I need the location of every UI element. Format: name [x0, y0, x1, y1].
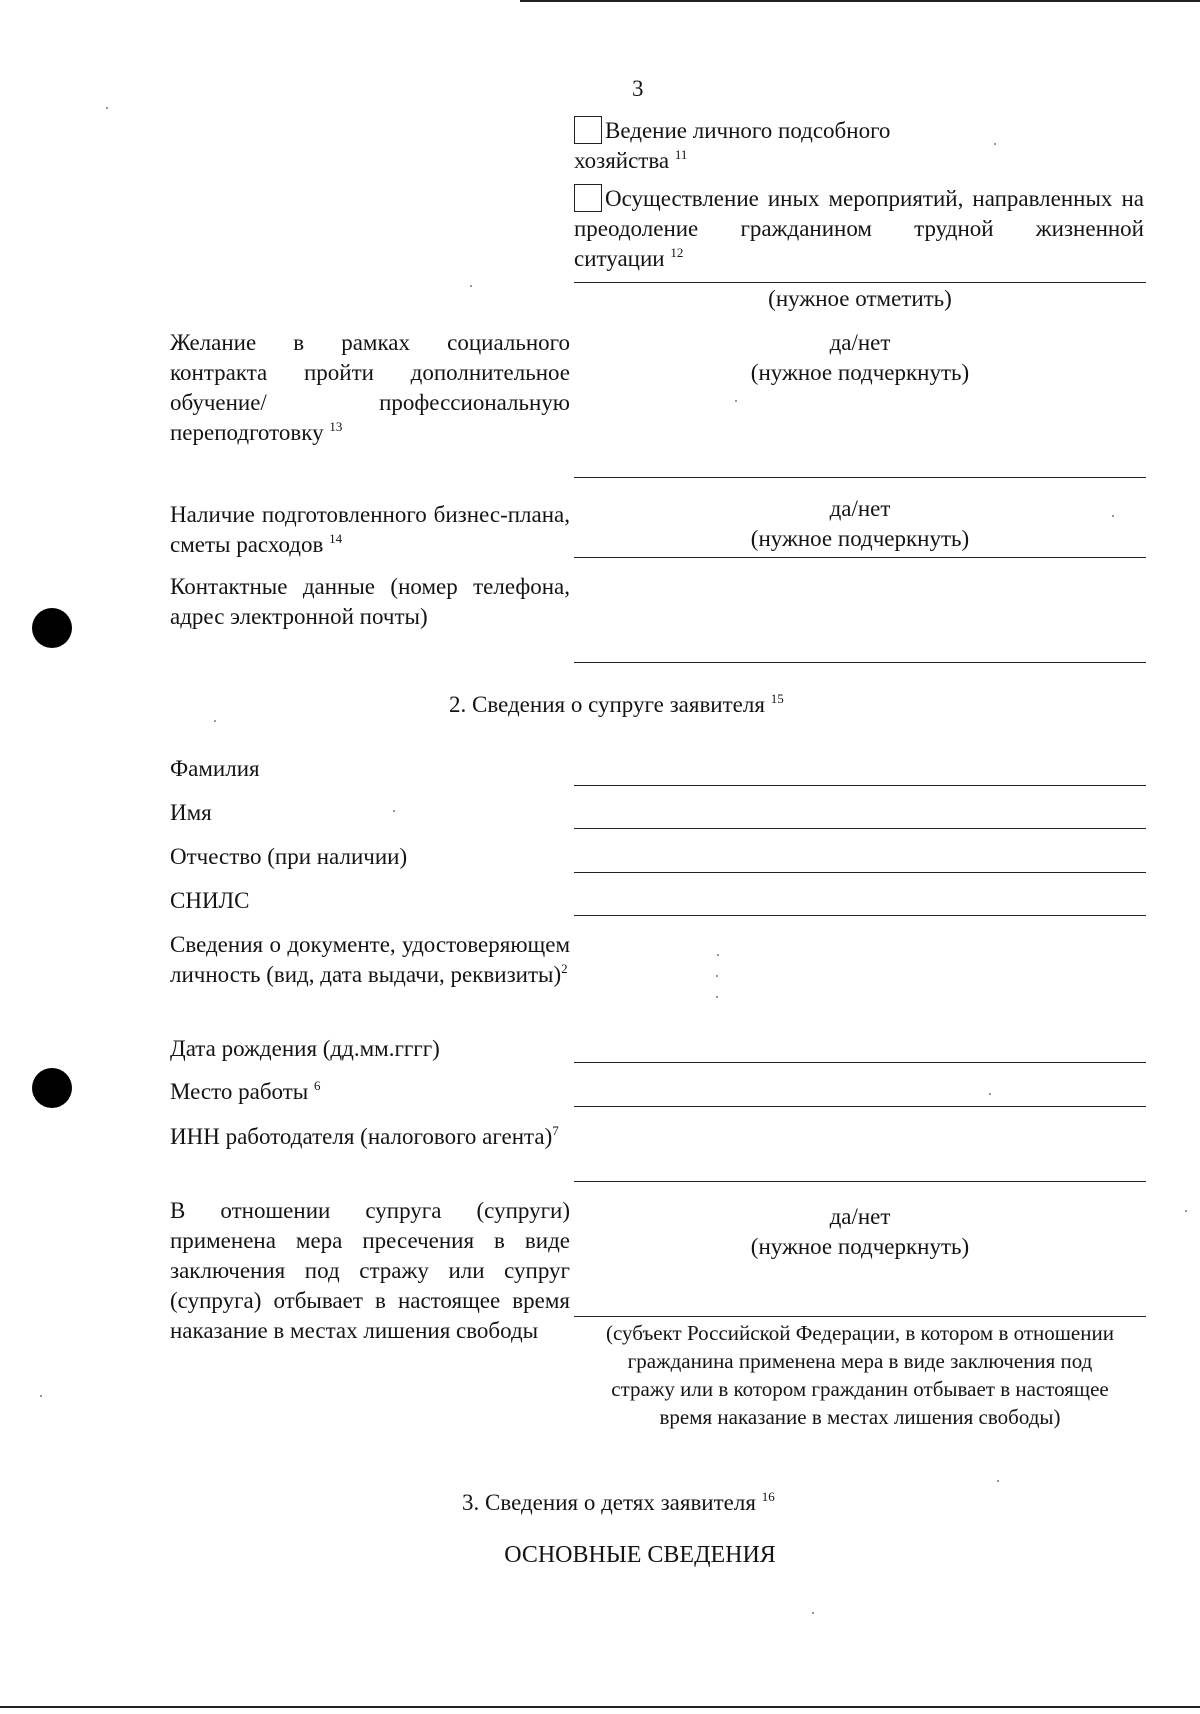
surname-label: Фамилия: [170, 756, 260, 781]
scan-speck: [997, 1480, 999, 1482]
page-number: 3: [632, 76, 644, 101]
custody-label: В отношении супруга (супруги) применена мера пресечения в виде заключения под стражу или супруг (супруга) отбывает в настоящее время наказание в местах лишения свободы: [170, 1198, 570, 1343]
scan-speck: [716, 996, 718, 998]
section3-heading-text: 3. Сведения о детях заявителя: [462, 1490, 756, 1515]
contacts-field[interactable]: [574, 662, 1146, 663]
training-question: [170, 328, 570, 451]
scan-speck: [812, 1612, 814, 1614]
custody-subject-field[interactable]: [574, 1316, 1146, 1317]
snils-label: СНИЛС: [170, 888, 250, 913]
option-household-label: Ведение личного подсобного хозяйства: [574, 118, 891, 173]
footnote-ref: 16: [761, 1489, 775, 1504]
inn-field[interactable]: [574, 1181, 1146, 1182]
section2-heading-text: 2. Сведения о супруге заявителя: [449, 692, 765, 717]
scan-speck: [1185, 1210, 1187, 1212]
training-answer[interactable]: да/нет: [829, 330, 891, 355]
business-plan-question: [170, 500, 570, 563]
inn-question: [170, 1122, 570, 1155]
id-document-label: Сведения о документе, удостоверяющем личность (вид, дата выдачи, реквизиты): [170, 932, 570, 987]
workplace-question: [170, 1077, 321, 1110]
training-label: Желание в рамках социального контракта пройти дополнительное обучение/ профессиональную переподготовку: [170, 330, 570, 445]
name-label: Имя: [170, 800, 212, 825]
scan-speck: [1112, 515, 1114, 517]
scan-speck: [214, 720, 216, 722]
options-note: (нужное отметить): [768, 286, 952, 311]
scan-speck: [40, 1395, 42, 1397]
scan-edge-bottom: [0, 1706, 1200, 1708]
id-document-question: [170, 930, 570, 993]
birth-date-label: Дата рождения (дд.мм.гггг): [170, 1036, 440, 1061]
scan-speck: [735, 400, 737, 402]
footnote-ref: 14: [329, 531, 343, 546]
training-hint: (нужное подчеркнуть): [750, 360, 970, 385]
scan-speck: [716, 975, 718, 977]
punch-hole-bottom: [32, 1068, 72, 1108]
footnote-ref: 13: [329, 419, 343, 434]
scan-speck: [470, 285, 472, 287]
scan-speck: [106, 107, 108, 109]
custody-answer[interactable]: да/нет: [829, 1204, 891, 1229]
custody-hint: (нужное подчеркнуть): [750, 1234, 970, 1259]
footnote-ref: 11: [674, 147, 688, 162]
options-underline: [574, 282, 1146, 283]
option-other-label: Осуществление иных мероприятий, направленных на преодоление гражданином трудной жизненной ситуации: [574, 186, 1144, 271]
birth-date-field[interactable]: [574, 1062, 1146, 1063]
scan-edge-top: [520, 0, 1200, 2]
inn-label: ИНН работодателя (налогового агента): [170, 1124, 553, 1149]
punch-hole-top: [32, 608, 72, 648]
patronymic-field[interactable]: [574, 872, 1146, 873]
business-plan-underline: [574, 557, 1146, 558]
workplace-label: Место работы: [170, 1079, 309, 1104]
footnote-ref: 6: [314, 1078, 321, 1093]
section3-heading: [462, 1488, 775, 1521]
scan-speck: [717, 954, 719, 956]
business-plan-hint: (нужное подчеркнуть): [750, 526, 970, 551]
patronymic-label: Отчество (при наличии): [170, 844, 408, 869]
footnote-ref: 12: [670, 245, 684, 260]
contacts-label: Контактные данные (номер телефона, адрес электронной почты): [170, 574, 570, 629]
custody-subject-note: (субъект Российской Федерации, в котором в отношении гражданина применена мера в виде заключения под стражу или в котором гражданин отбывает в настоящее время наказание в местах лишения свободы): [606, 1321, 1114, 1429]
scan-speck: [989, 1093, 991, 1095]
id-document-field[interactable]: [574, 930, 1146, 1020]
training-underline: [574, 477, 1146, 478]
scan-speck: [994, 143, 996, 145]
surname-field[interactable]: [574, 785, 1146, 786]
workplace-field[interactable]: [574, 1106, 1146, 1107]
business-plan-answer[interactable]: да/нет: [829, 496, 891, 521]
snils-field[interactable]: [574, 915, 1146, 916]
option-item-other: [574, 184, 1144, 277]
option-item-household: [574, 116, 994, 179]
section2-heading: [449, 690, 784, 723]
footnote-ref: 7: [552, 1123, 559, 1138]
name-field[interactable]: [574, 828, 1146, 829]
business-plan-label: Наличие подготовленного бизнес-плана, сметы расходов: [170, 502, 570, 557]
footnote-ref: 15: [770, 691, 784, 706]
checkbox-other-measures[interactable]: [574, 184, 602, 212]
checkbox-household[interactable]: [574, 116, 602, 144]
footnote-ref: 2: [561, 961, 568, 976]
scan-speck: [393, 810, 395, 812]
section3-subheading: ОСНОВНЫЕ СВЕДЕНИЯ: [504, 1542, 776, 1568]
